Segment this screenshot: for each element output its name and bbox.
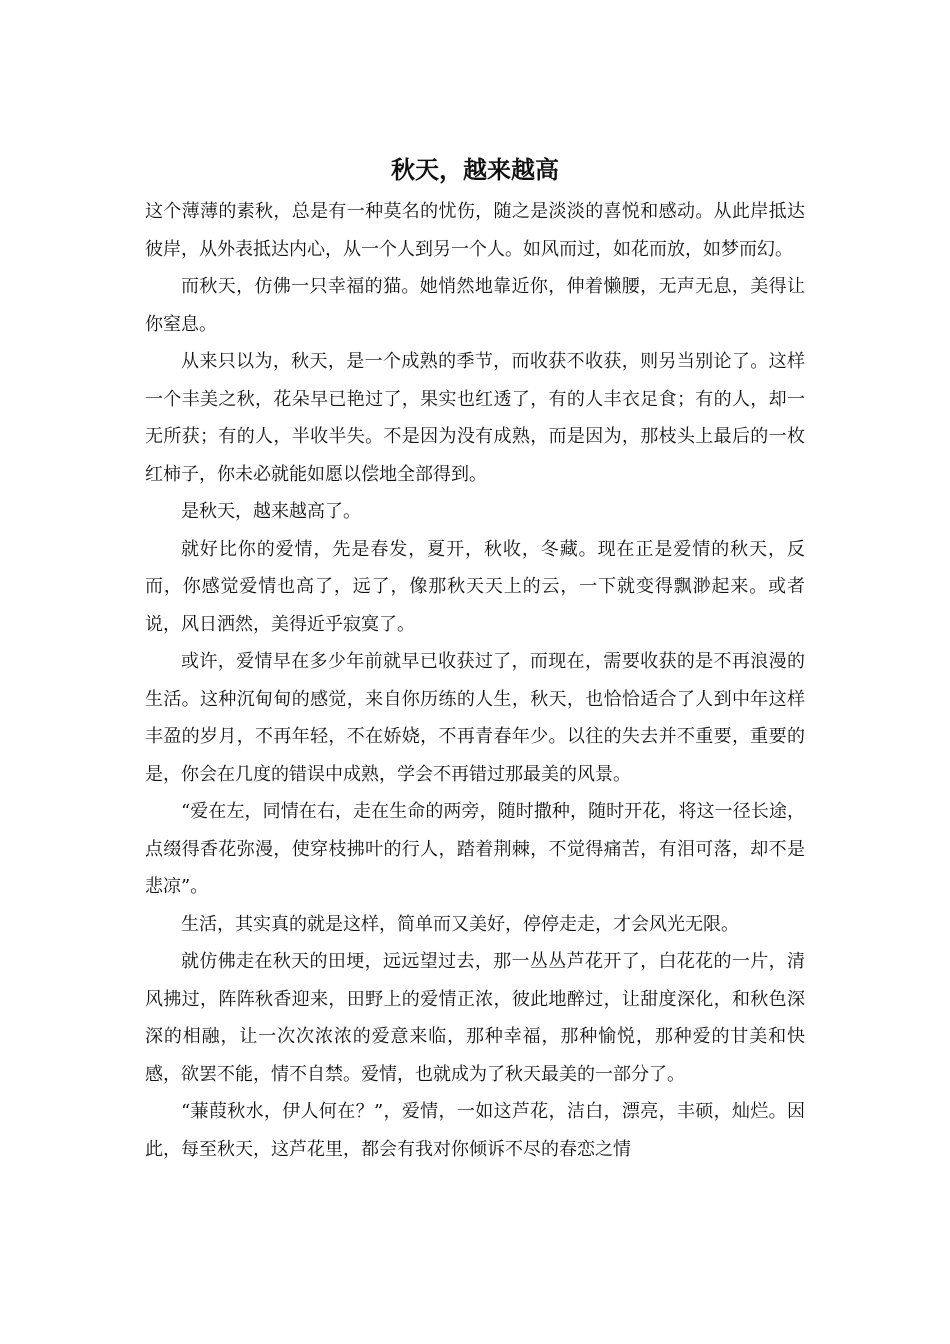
paragraph: 而秋天，仿佛一只幸福的猫。她悄然地靠近你，伸着懒腰，无声无息，美得让你窒息。: [145, 276, 805, 335]
paragraph: 是秋天，越来越高了。: [181, 501, 361, 522]
document-body: [145, 193, 805, 1168]
paragraph: 就仿佛走在秋天的田埂，远远望过去，那一丛丛芦花开了，白花花的一片，清风拂过，阵阵秋香迎来，田野上的爱情正浓，彼此地醉过，让甜度深化，和秋色深深的相融，让一次次浓浓的爱意来临，那种幸福，那种愉悦，那种爱的甘美和快感，欲罢不能，情不自禁。爱情，也就成为了秋天最美的一部分了。: [145, 951, 805, 1085]
paragraph: 从来只以为，秋天，是一个成熟的季节，而收获不收获，则另当别论了。这样一个丰美之秋，花朵早已艳过了，果实也红透了，有的人丰衣足食；有的人，却一无所获；有的人，半收半失。不是因为没有成熟，而是因为，那枝头上最后的一枚红柿子，你未必就能如愿以偿地全部得到。: [145, 351, 805, 485]
document-title: 秋天，越来越高: [391, 156, 559, 184]
paragraph: 或许，爱情早在多少年前就早已收获过了，而现在，需要收获的是不再浪漫的生活。这种沉甸甸的感觉，来自你历练的人生，秋天，也恰恰适合了人到中年这样丰盈的岁月，不再年轻，不在娇娆，不再青春年少。以往的失去并不重要，重要的是，你会在几度的错误中成熟，学会不再错过那最美的风景。: [145, 651, 805, 785]
paragraph: 就好比你的爱情，先是春发，夏开，秋收，冬藏。现在正是爱情的秋天，反而，你感觉爱情也高了，远了，像那秋天天上的云，一下就变得飘渺起来。或者说，风日洒然，美得近乎寂寞了。: [145, 538, 805, 635]
paragraph: 这个薄薄的素秋，总是有一种莫名的忧伤，随之是淡淡的喜悦和感动。从此岸抵达彼岸，从外表抵达内心，从一个人到另一个人。如风而过，如花而放，如梦而幻。: [145, 201, 805, 260]
paragraph: 生活，其实真的就是这样，简单而又美好，停停走走，才会风光无限。: [181, 913, 739, 935]
paragraph: “爱在左，同情在右，走在生命的两旁，随时撒种，随时开花，将这一径长途，点缀得香花弥漫，使穿枝拂叶的行人，踏着荆棘，不觉得痛苦，有泪可落，却不是悲凉”。: [145, 801, 805, 897]
paragraph: “蒹葭秋水，伊人何在？”，爱情，一如这芦花，洁白，漂亮，丰硕，灿烂。因此，每至秋天，这芦花里，都会有我对你倾诉不尽的春恋之情: [145, 1101, 805, 1160]
